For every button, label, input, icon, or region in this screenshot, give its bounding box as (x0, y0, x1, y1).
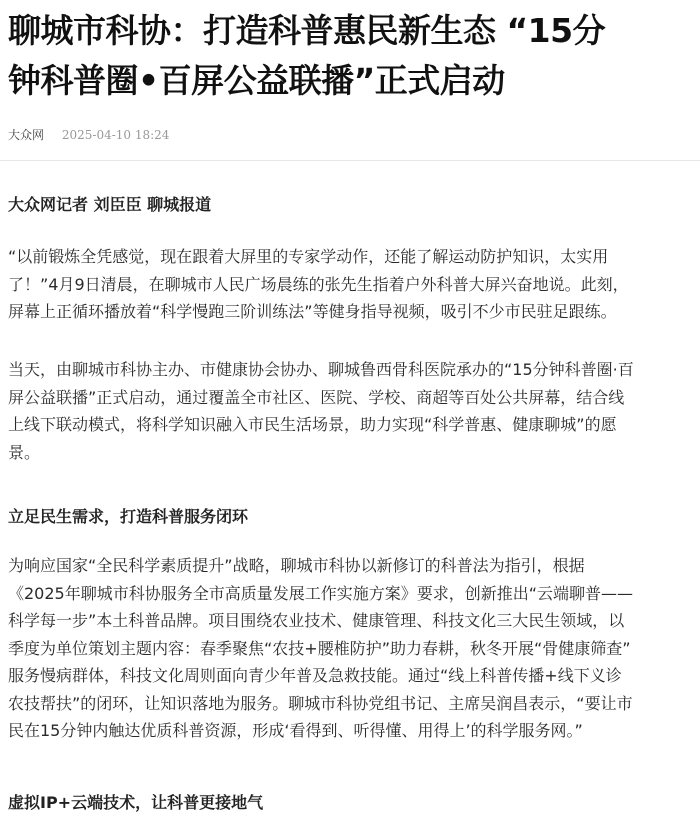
header-divider (0, 160, 700, 161)
paragraph-line: 农技帮扶”的闭环，让知识落地为服务。聊城市科协党组书记、主席吴润昌表示，“要让市 (8, 693, 633, 713)
paragraph-line: 季度为单位策划主题内容：春季聚焦“农技+腰椎防护”助力春耕，秋冬开展“骨健康筛查” (8, 638, 631, 658)
paragraph-line: 当天，由聊城市科协主办、市健康协会协办、聊城鲁西骨科医院承办的“15分钟科普圈·百 (8, 360, 634, 379)
paragraph-line: 了！”4月9日清晨，在聊城市人民广场晨练的张先生指着户外科普大屏兴奋地说。此刻， (8, 274, 629, 294)
paragraph-line: “以前锻炼全凭感觉，现在跟着大屏里的专家学动作，还能了解运动防护知识，太实用 (8, 247, 609, 266)
article-title (8, 6, 698, 106)
article-byline: 大众网记者 刘臣臣 聊城报道 (8, 195, 212, 214)
title-line: 钟科普圈•百屏公益联播”正式启动 (8, 61, 505, 100)
paragraph-line: 科学每一步”本土科普品牌。项目围绕农业技术、健康管理、科技文化三大民生领域，以 (8, 611, 625, 630)
article-paragraph (8, 356, 700, 466)
paragraph-line: 屏公益联播”正式启动，通过覆盖全市社区、医院、学校、商超等百处公共屏幕，结合线 (8, 387, 625, 407)
paragraph-line: 上线下联动模式，将科学知识融入市民生活场景，助力实现“科学普惠、健康聊城”的愿 (8, 415, 617, 434)
paragraph-line: 屏幕上正循环播放着“科学慢跑三阶训练法”等健身指导视频，吸引不少市民驻足跟练。 (8, 302, 617, 321)
article-meta (8, 126, 169, 143)
paragraph-line: 为响应国家“全民科学素质提升”战略，聊城市科协以新修订的科普法为指引，根据 (8, 556, 585, 575)
paragraph-line: 民在15分钟内触达优质科普资源，形成‘看得到、听得懂、用得上’的科学服务网。” (8, 721, 583, 740)
article-date: 2025-04-10 18:24 (61, 128, 170, 142)
article-paragraph (8, 243, 700, 326)
paragraph-line: 《2025年聊城市科协服务全市高质量发展工作实施方案》要求，创新推出“云端聊普—— (8, 583, 634, 603)
section-heading: 立足民生需求，打造科普服务闭环 (8, 507, 249, 526)
article-paragraph (8, 552, 700, 745)
paragraph-line: 景。 (8, 442, 41, 462)
paragraph-line: 服务慢病群体，科技文化周则面向青少年普及急救技能。通过“线上科普传播+线下义诊 (8, 666, 622, 685)
section-heading: 虚拟IP+云端技术，让科普更接地气 (8, 793, 264, 812)
title-line: 聊城市科协：打造科普惠民新生态 “15分 (8, 11, 606, 50)
article-source[interactable]: 大众网 (8, 128, 45, 142)
